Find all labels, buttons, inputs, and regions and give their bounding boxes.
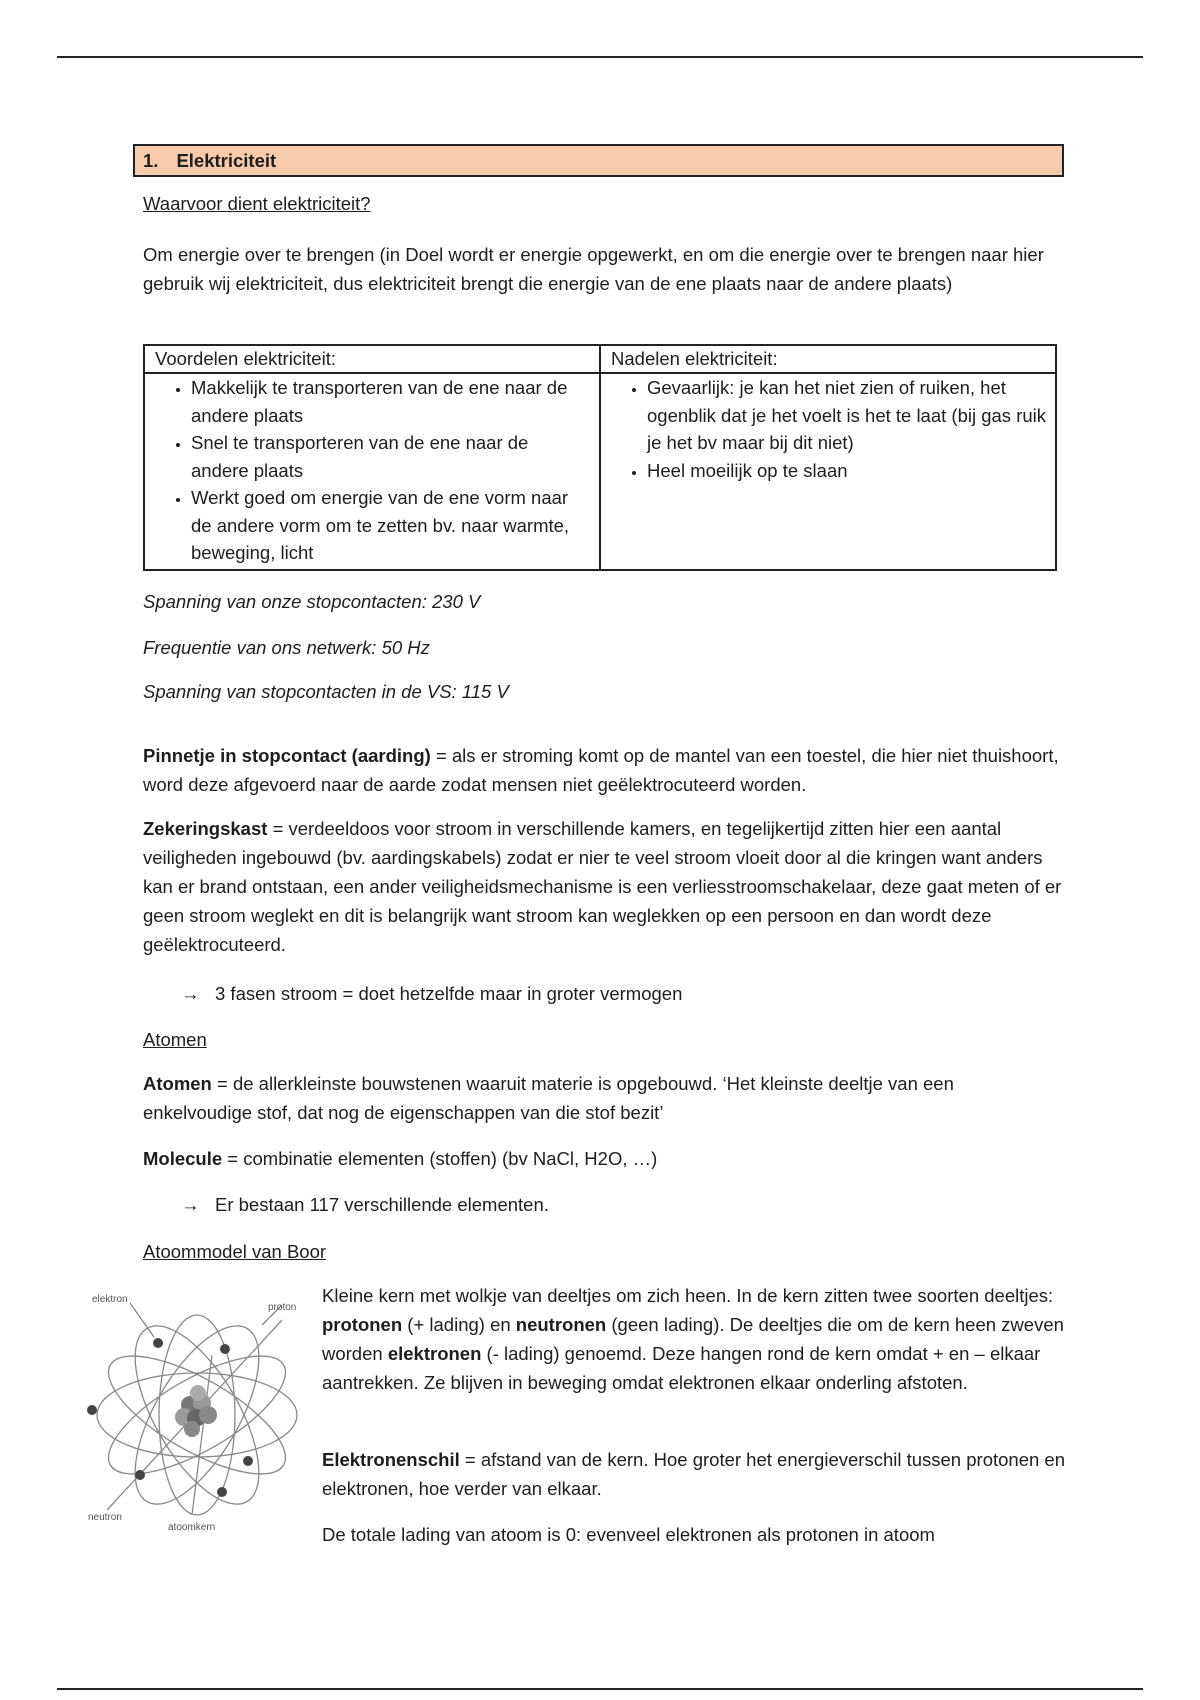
pros-cons-table xyxy=(143,344,1057,571)
boor-text-d: (- lading) genoemd. Deze hangen rond de kern omdat + en – elkaar aantrekken. Ze blijven in beweging omdat elektronen elkaar onderling afstoten. xyxy=(322,1343,1041,1393)
section-number: 1. xyxy=(143,150,159,171)
list-item: • Makkelijk te transporteren van de ene naar de andere plaats xyxy=(191,374,591,429)
zekering-text: = verdeeldoos voor stroom in verschillende kamers, en tegelijkertijd zitten hier een aantal veiligheden ingebouwd (bv. aardingskabels) zodat er nier te veel stroom vloeit door al die kringen want anders kan er brand ontstaan, een ander veiligheidsmechanisme is een verliesstroomschakelaar, deze gaat meten of er geen stroom weglekt en dit is belangrijk want stroom kan weglekken op een persoon en dan wordt deze geëlektrocuteerd. xyxy=(143,818,1062,955)
cons-list xyxy=(611,374,1047,484)
boor-term-protonen: protonen xyxy=(322,1314,403,1335)
atomen-heading: Atomen xyxy=(143,1029,207,1050)
pros-header: Voordelen elektriciteit: xyxy=(144,345,600,373)
label-proton: proton xyxy=(268,1302,297,1313)
section-heading xyxy=(133,144,1064,177)
fact-voltage-us: Spanning van stopcontacten in de VS: 115 V xyxy=(143,681,509,702)
aarding-paragraph xyxy=(143,741,1068,799)
arrow-icon: → xyxy=(181,983,200,1004)
schil-paragraph xyxy=(322,1445,1068,1503)
aarding-text: = als er stroming komt op de mantel van een toestel, die hier niet thuishoort, word deze afgevoerd naar de aarde zodat mensen niet geëlektrocuteerd worden. xyxy=(143,745,1059,795)
purpose-question: Waarvoor dient elektriciteit? xyxy=(143,193,371,214)
label-elektron: elektron xyxy=(92,1294,128,1305)
list-item: • Gevaarlijk: je kan het niet zien of ruiken, het ogenblik dat je het voelt is het te laat (bij gas ruik je het bv maar bij dit niet) xyxy=(647,374,1047,457)
pros-cell xyxy=(144,373,600,570)
boor-term-neutronen: neutronen xyxy=(515,1314,607,1335)
schil-term: Elektronenschil xyxy=(322,1449,460,1470)
bottom-rule xyxy=(57,1688,1143,1690)
label-neutron: neutron xyxy=(88,1512,122,1523)
top-rule xyxy=(57,56,1143,58)
fasen-text: 3 fasen stroom = doet hetzelfde maar in groter vermogen xyxy=(215,983,683,1004)
elementen-line xyxy=(143,1190,549,1219)
section-title: Elektriciteit xyxy=(176,150,277,171)
cons-header: Nadelen elektriciteit: xyxy=(600,345,1056,373)
boor-text-b: (+ lading) en xyxy=(402,1314,516,1335)
schil-text: = afstand van de kern. Hoe groter het energieverschil tussen protonen en elektronen, hoe verder van elkaar. xyxy=(322,1449,1065,1499)
fact-voltage: Spanning van onze stopcontacten: 230 V xyxy=(143,591,481,612)
zekering-paragraph xyxy=(143,814,1068,959)
molecule-text: = combinatie elementen (stoffen) (bv NaCl, H2O, …) xyxy=(222,1148,658,1169)
label-atoomkern: atoomkern xyxy=(168,1522,216,1533)
list-item: • Heel moeilijk op te slaan xyxy=(647,457,1047,485)
molecule-term: Molecule xyxy=(143,1148,223,1169)
atomen-term: Atomen xyxy=(143,1073,212,1094)
boor-heading: Atoommodel van Boor xyxy=(143,1241,327,1262)
molecule-paragraph xyxy=(143,1144,657,1173)
list-item: • Snel te transporteren van de ene naar de andere plaats xyxy=(191,429,591,484)
purpose-text: Om energie over te brengen (in Doel wordt er energie opgewerkt, en om die energie over te brengen naar hier gebruik wij elektriciteit, dus elektriciteit brengt die energie van de ene plaats naar de andere plaats) xyxy=(143,244,1044,294)
atom-diagram xyxy=(82,1285,312,1545)
lading-paragraph: De totale lading van atoom is 0: evenveel elektronen als protonen in atoom xyxy=(322,1524,935,1545)
pros-list xyxy=(155,374,591,567)
elementen-text: Er bestaan 117 verschillende elementen. xyxy=(215,1194,549,1215)
aarding-term: Pinnetje in stopcontact (aarding) xyxy=(143,745,431,766)
cons-cell xyxy=(600,373,1056,570)
fact-frequency: Frequentie van ons netwerk: 50 Hz xyxy=(143,637,430,658)
label-pointers xyxy=(130,1303,282,1337)
list-item: • Werkt goed om energie van de ene vorm naar de andere vorm om te zetten bv. naar warmte, beweging, licht xyxy=(191,484,591,567)
boor-paragraph xyxy=(322,1281,1068,1397)
fasen-line xyxy=(143,979,682,1008)
boor-term-elektronen: elektronen xyxy=(387,1343,482,1364)
zekering-term: Zekeringskast xyxy=(143,818,268,839)
atomen-text: = de allerkleinste bouwstenen waaruit materie is opgebouwd. ‘Het kleinste deeltje van een enkelvoudige stof, dat nog de eigenschappen van die stof bezit’ xyxy=(143,1073,954,1123)
boor-text-a: Kleine kern met wolkje van deeltjes om zich heen. In de kern zitten twee soorten deeltjes: xyxy=(322,1285,1054,1306)
atomen-paragraph xyxy=(143,1069,1068,1127)
arrow-icon: → xyxy=(181,1194,200,1215)
boor-text-c: (geen lading). De deeltjes die om de kern heen zweven worden xyxy=(322,1314,1064,1364)
